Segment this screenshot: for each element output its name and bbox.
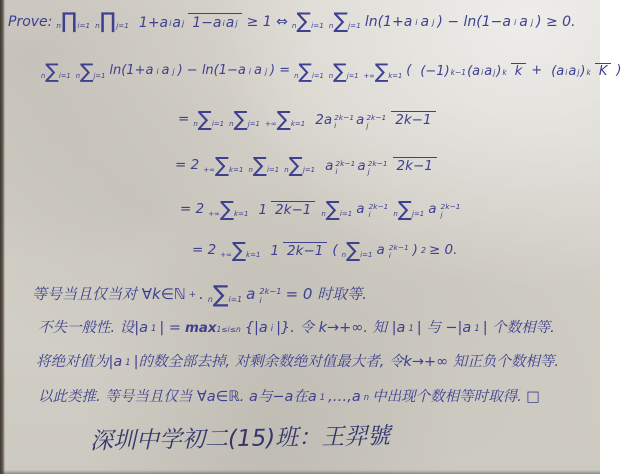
math-text: ln(1+a [109,63,154,79]
operator-symbol: ∑ [346,238,361,262]
math-text: = 2 [175,157,200,174]
math-text: a [325,157,334,174]
math-text: 中出现个数相等时取得. □ [372,389,540,405]
subscript: j [182,18,185,29]
proof-line-4 [175,153,439,177]
upper-limit: +∞ [265,119,277,128]
denominator [391,111,435,129]
subscript: + [188,289,197,300]
subscript: n [363,392,370,403]
proof-line-1 [8,9,576,34]
math-text: (a [467,64,481,80]
math-text: a [420,14,430,31]
math-text: ≥ 0. [428,242,458,259]
sup-sub-stack [335,160,355,176]
sup-sub-stack [389,244,409,260]
math-text: ≥ 1 ⇔ [246,14,288,31]
operator-symbol: ∑ [288,153,303,177]
limit-operator [185,321,241,336]
fraction [254,201,315,219]
math-text: 2k−1 [275,202,312,219]
upper-limit: n [284,165,289,174]
math-text: a [356,111,365,128]
math-text: a [357,157,366,174]
sum-operator [341,238,373,262]
superscript: 2k−1 [366,112,387,122]
upper-limit: n [321,209,326,218]
math-text: ) [580,64,586,80]
product-operator [95,9,129,34]
numerator [311,113,391,129]
fraction [311,111,435,129]
math-text: = 0 时取等. [285,285,367,304]
math-text: 不失一般性. 设|a [38,320,148,336]
math-text: ) [412,242,418,259]
operator-symbol: ∏ [99,9,117,34]
upper-limit: n [193,119,198,128]
upper-limit: +∞ [203,165,215,174]
lower-limit: j=1 [93,72,106,80]
upper-limit: n [341,250,347,259]
math-text: 深圳中学初二(15)班：王羿號 [89,423,391,455]
math-text: 将绝对值为|a [36,354,123,370]
operator-symbol: ∑ [212,281,229,308]
remark-line-1 [32,281,367,308]
subscript: j [264,66,268,76]
math-text: a [253,63,262,79]
math-text: 1 [258,202,268,219]
operator-symbol: ∑ [397,197,412,221]
subscript: i [222,18,225,29]
lower-limit: i=1 [77,21,91,30]
superscript: k [586,67,591,77]
math-text: (−1) [420,64,450,80]
subscript: j [235,18,238,29]
lower-limit: i=1 [266,165,280,174]
subscript: i [259,295,262,306]
subscript: i [334,120,337,130]
math-text: ( [406,63,412,79]
numerator [135,15,188,31]
lower-limit: j=1 [302,165,316,174]
upper-limit: n [328,21,334,30]
lower-limit: k=1 [388,72,403,80]
math-text: K [598,64,608,80]
math-text: ) ≥ 0. [536,14,576,31]
math-text: (a [551,64,565,80]
math-text: ) − ln(1−a [177,63,246,79]
math-text: | = [159,320,182,336]
sum-operator [248,153,280,177]
operator-symbol: ∑ [197,107,212,131]
sum-operator [284,153,316,177]
remark-line-2 [38,320,555,337]
math-text: a [246,285,256,304]
subscript: i [335,166,338,176]
sum-operator [203,153,244,177]
superscript: 2k−1 [368,201,389,211]
superscript: 2k−1 [335,158,356,168]
proof-line-2 [40,59,621,83]
sum-operator [265,107,306,131]
superscript: 2k−1 [440,201,461,211]
sum-operator [328,59,359,83]
sup-sub-stack [368,203,388,219]
operator-symbol: ∑ [79,59,94,83]
proof-line-6 [192,238,458,262]
sup-sub-stack [334,114,354,130]
fraction [135,13,242,31]
math-text: 以此类推. 等号当且仅当 ∀a∈ℝ. a与−a在a [38,389,317,405]
subscript: 1 [319,392,326,403]
math-text: 1−a [192,15,222,32]
math-text: = [178,111,190,128]
subscript: i [368,209,371,219]
math-text: {|a [244,320,268,336]
lower-limit: j=1 [116,21,129,30]
math-text: |}. 令 k→+∞. 知 |a [276,320,406,336]
lower-limit: k=1 [246,250,261,259]
math-text: = 2 [192,242,217,259]
denominator [511,63,527,80]
subscript: i [156,66,159,76]
subscript: j [367,166,370,176]
lower-limit: i=1 [228,295,243,304]
operator-symbol: ∑ [252,153,267,177]
math-text: 等号当且仅当对 ∀k∈ℕ [32,285,186,304]
math-text: ) − ln(1−a [437,14,511,31]
math-text: a [568,64,577,80]
operator-symbol: ∑ [333,9,349,34]
math-text: a [428,201,437,218]
subscript: i [169,18,172,29]
numerator [254,203,271,219]
fraction [547,63,611,80]
upper-limit: n [248,165,253,174]
operator-symbol: ∑ [45,59,59,83]
sup-sub-stack [259,287,281,305]
math-text: | 个数相等. [482,320,555,336]
operator-symbol: ∑ [233,107,248,131]
numerator [547,65,595,80]
denominator [188,13,241,31]
subscript: j [530,17,534,28]
subscript: j [577,67,580,77]
proof-line-5 [180,197,461,221]
math-text: + [531,63,543,79]
fraction [266,242,327,260]
operator-symbol: ∏ [61,9,78,34]
sup-sub-stack [441,203,461,219]
photo-bottom-edge [0,470,600,474]
math-text: 1 [270,243,280,260]
remark-line-4 [38,389,540,406]
superscript: 2 [420,246,426,256]
operator-symbol: ∑ [231,238,247,262]
subscript: j [440,209,443,219]
math-text: a [356,201,365,218]
superscript: k [502,67,507,77]
upper-limit: +∞ [208,209,220,218]
subscript: i [415,17,418,28]
lower-limit: i=1 [360,250,373,259]
lower-limit: k=1 [290,119,306,128]
upper-limit: n [294,72,299,80]
upper-limit: n [207,295,213,304]
math-text: = 2 [180,201,205,218]
math-text: ) [496,64,502,80]
upper-limit: n [41,72,46,80]
subscript: i [513,17,517,28]
lower-limit: j=1 [247,119,260,128]
subscript: i [270,323,274,334]
lower-limit: i=1 [312,72,324,80]
math-text: ( [332,242,338,259]
lower-limit: i=1 [58,72,71,80]
sum-operator [321,197,353,221]
sum-operator [363,59,403,83]
math-text: a [519,14,528,31]
sum-operator [291,9,324,34]
lower-limit: j=1 [411,209,425,218]
superscript: 2k−1 [388,242,409,252]
upper-limit: n [95,21,100,30]
math-text: k [514,64,523,80]
remark-line-3 [36,354,559,371]
lower-limit: i=1 [311,21,324,30]
operator-symbol: ∑ [298,59,313,83]
math-text: ,…,a [328,389,361,405]
superscript: k−1 [450,67,467,77]
denominator [393,157,437,175]
math-text: 2k−1 [395,111,432,128]
sum-operator [220,238,261,262]
fraction [416,63,526,80]
sup-sub-stack [366,114,386,130]
superscript: 2k−1 [367,158,388,168]
subscript: 1 [125,357,131,368]
sum-operator [208,197,249,221]
operator-symbol: ∑ [333,59,347,83]
numerator [321,159,392,175]
lower-limit: i=1 [211,119,225,128]
sum-operator [229,107,260,131]
subscript: j [432,17,435,28]
sum-operator [207,281,243,308]
operator-symbol: ∑ [374,59,389,83]
product-operator [56,9,91,34]
lower-limit: i=1 [339,209,353,218]
math-text: a [376,242,385,259]
upper-limit: n [56,21,61,30]
math-text: 1+a [138,15,169,32]
operator-symbol: max [185,321,217,336]
math-text: 2k−1 [396,157,433,174]
sup-sub-stack [368,160,388,176]
math-text: Prove: [8,14,53,31]
operator-symbol: ∑ [325,197,340,221]
lower-limit: k=1 [229,165,244,174]
subscript: j [172,66,175,76]
numerator [416,65,510,80]
upper-limit: n [75,72,80,80]
student-signature [90,423,391,455]
subscript: i [565,67,568,77]
subscript: i [248,66,251,76]
subscript: j [366,120,369,130]
operator-symbol: ∑ [214,153,230,177]
sum-operator [193,107,225,131]
denominator [595,63,612,80]
subscript: i [388,250,391,260]
operator-symbol: ∑ [219,197,235,221]
sum-operator [328,9,361,34]
subscript: j [493,67,496,77]
sum-operator [75,59,106,83]
sum-operator [393,197,425,221]
upper-limit: n [393,209,398,218]
sum-operator [294,59,324,83]
denominator [283,242,327,260]
math-text: ln(1+a [364,14,413,31]
subscript: 1 [474,323,480,334]
math-text: a [161,63,170,79]
lower-limit: j=1 [348,21,361,30]
denominator [271,201,315,219]
operator-symbol: ∑ [276,107,291,131]
numerator [266,244,283,260]
lower-limit: 1≤i≤n [216,325,241,334]
subscript: i [481,67,484,77]
math-text: 2k−1 [287,243,324,260]
lower-limit: k=1 [234,209,249,218]
fraction [321,157,437,175]
photo-left-edge [0,0,5,474]
proof-line-3 [178,107,438,131]
upper-limit: +∞ [363,72,375,80]
math-text: ) [616,63,621,79]
math-text: a [484,64,493,80]
superscript: 2k−1 [259,285,282,296]
math-text: . [199,285,204,304]
math-text: |的数全部去掉, 对剩余数绝对值最大者, 令k→+∞ 知正负个数相等. [133,354,559,370]
math-text: a [225,15,235,32]
upper-limit: +∞ [220,250,232,259]
superscript: 2k−1 [334,112,355,122]
sum-operator [41,59,71,83]
operator-symbol: ∑ [296,9,312,34]
upper-limit: n [229,119,234,128]
math-text: ) = [270,63,291,79]
upper-limit: n [328,72,334,80]
math-text: 2a [315,111,333,128]
subscript: 1 [408,323,414,334]
math-text: a [172,15,181,32]
subscript: 1 [151,323,157,334]
lower-limit: j=1 [346,72,359,80]
math-text: | 与 −|a [416,320,472,336]
upper-limit: n [291,21,297,30]
